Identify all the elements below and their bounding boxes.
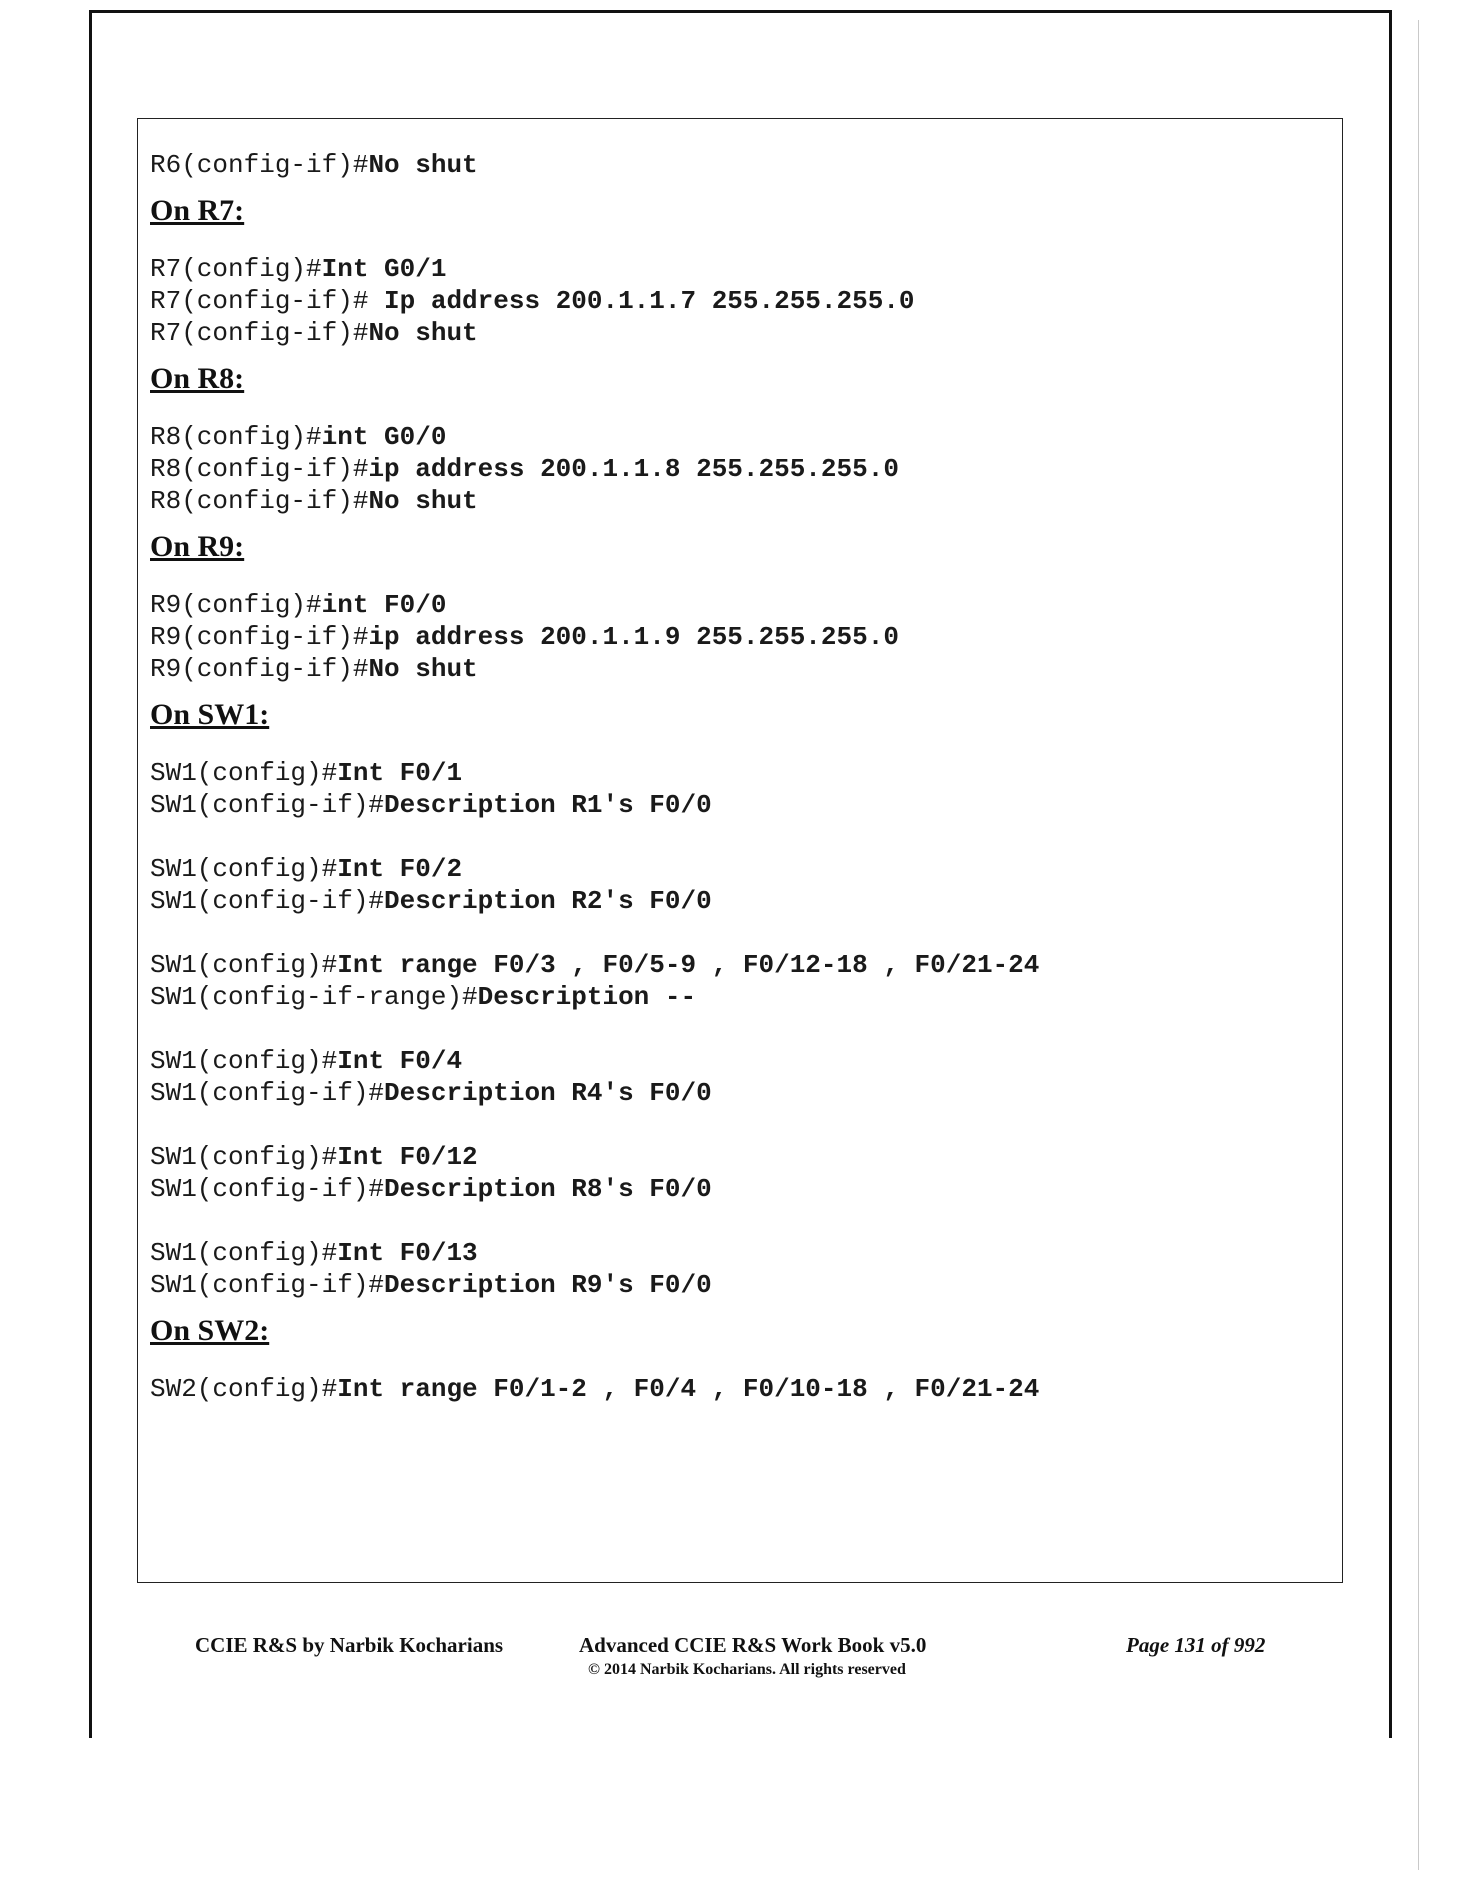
footer-book-title: Advanced CCIE R&S Work Book v5.0 — [579, 1633, 927, 1657]
page-border-left — [89, 10, 92, 1738]
page-border-right — [1389, 10, 1392, 1738]
blank-line — [150, 1205, 1334, 1237]
config-listing-box — [137, 118, 1343, 1583]
blank-line — [150, 1109, 1334, 1141]
command-line — [150, 453, 1334, 485]
footer-page-number: Page 131 of 992 — [1126, 1633, 1266, 1657]
cli-prompt: SW1(config)# — [150, 854, 338, 884]
cli-prompt: SW1(config)# — [150, 1046, 338, 1076]
command-line — [150, 653, 1334, 685]
cli-command: Int G0/1 — [321, 254, 447, 284]
footer-copyright: © 2014 Narbik Kocharians. All rights reserved — [588, 1661, 906, 1678]
cli-prompt: R8(config-if)# — [150, 486, 369, 516]
page-border-top — [92, 10, 1392, 13]
command-line — [150, 1373, 1334, 1405]
command-line — [150, 1141, 1334, 1173]
cli-prompt: R7(config-if)# — [150, 318, 369, 348]
cli-prompt: SW1(config-if-range)# — [150, 982, 478, 1012]
cli-prompt: SW1(config-if)# — [150, 1078, 385, 1108]
command-line — [150, 317, 1334, 349]
cli-command: Int F0/12 — [337, 1142, 478, 1172]
cli-command: Int F0/1 — [337, 758, 463, 788]
cli-command: Description R4's F0/0 — [384, 1078, 712, 1108]
command-line — [150, 789, 1334, 821]
cli-prompt: R9(config)# — [150, 590, 322, 620]
cli-command: Int F0/2 — [337, 854, 463, 884]
command-line — [150, 149, 1334, 181]
command-line — [150, 485, 1334, 517]
cli-prompt: SW1(config)# — [150, 950, 338, 980]
section-heading: On SW1: — [150, 698, 270, 731]
cli-prompt: R6(config-if)# — [150, 150, 369, 180]
cli-command: No shut — [368, 150, 478, 180]
section-heading: On R7: — [150, 194, 245, 227]
cli-prompt: SW1(config-if)# — [150, 886, 385, 916]
command-line — [150, 285, 1334, 317]
cli-prompt: R7(config)# — [150, 254, 322, 284]
cli-prompt: SW1(config)# — [150, 1142, 338, 1172]
command-line — [150, 421, 1334, 453]
scan-edge-line — [1418, 20, 1419, 1870]
cli-command: Int range F0/3 , F0/5-9 , F0/12-18 , F0/21-24 — [337, 950, 1040, 980]
command-line — [150, 757, 1334, 789]
cli-prompt: SW1(config)# — [150, 758, 338, 788]
footer-author: CCIE R&S by Narbik Kocharians — [195, 1633, 504, 1657]
cli-command: Description R9's F0/0 — [384, 1270, 712, 1300]
command-line — [150, 981, 1334, 1013]
cli-prompt: R9(config-if)# — [150, 622, 369, 652]
command-line — [150, 589, 1334, 621]
cli-prompt: SW1(config-if)# — [150, 1270, 385, 1300]
cli-command: Int F0/4 — [337, 1046, 463, 1076]
section-heading: On R8: — [150, 362, 245, 395]
cli-command: Description R2's F0/0 — [384, 886, 712, 916]
section-heading: On SW2: — [150, 1314, 270, 1347]
cli-prompt: R8(config-if)# — [150, 454, 369, 484]
cli-command: int F0/0 — [321, 590, 447, 620]
cli-prompt: R7(config-if)# — [150, 286, 369, 316]
cli-command: No shut — [368, 486, 478, 516]
blank-line — [150, 821, 1334, 853]
blank-line — [150, 917, 1334, 949]
cli-command: Ip address 200.1.1.7 255.255.255.0 — [368, 286, 915, 316]
command-line — [150, 853, 1334, 885]
command-line — [150, 1077, 1334, 1109]
config-listing — [150, 149, 1334, 1405]
cli-prompt: SW1(config)# — [150, 1238, 338, 1268]
cli-command: Description -- — [477, 982, 697, 1012]
command-line — [150, 1045, 1334, 1077]
command-line — [150, 1269, 1334, 1301]
blank-line — [150, 1013, 1334, 1045]
cli-command: Description R1's F0/0 — [384, 790, 712, 820]
cli-command: Description R8's F0/0 — [384, 1174, 712, 1204]
cli-prompt: SW1(config-if)# — [150, 1174, 385, 1204]
cli-prompt: SW1(config-if)# — [150, 790, 385, 820]
page-footer — [137, 1633, 1343, 1693]
cli-prompt: R8(config)# — [150, 422, 322, 452]
cli-command: ip address 200.1.1.9 255.255.255.0 — [368, 622, 899, 652]
cli-command: Int F0/13 — [337, 1238, 478, 1268]
cli-command: No shut — [368, 318, 478, 348]
cli-command: int G0/0 — [321, 422, 447, 452]
command-line — [150, 1173, 1334, 1205]
command-line — [150, 621, 1334, 653]
section-heading: On R9: — [150, 530, 245, 563]
command-line — [150, 885, 1334, 917]
cli-command: ip address 200.1.1.8 255.255.255.0 — [368, 454, 899, 484]
command-line — [150, 949, 1334, 981]
cli-prompt: R9(config-if)# — [150, 654, 369, 684]
command-line — [150, 1237, 1334, 1269]
command-line — [150, 253, 1334, 285]
cli-command: No shut — [368, 654, 478, 684]
cli-command: Int range F0/1-2 , F0/4 , F0/10-18 , F0/21-24 — [337, 1374, 1040, 1404]
cli-prompt: SW2(config)# — [150, 1374, 338, 1404]
